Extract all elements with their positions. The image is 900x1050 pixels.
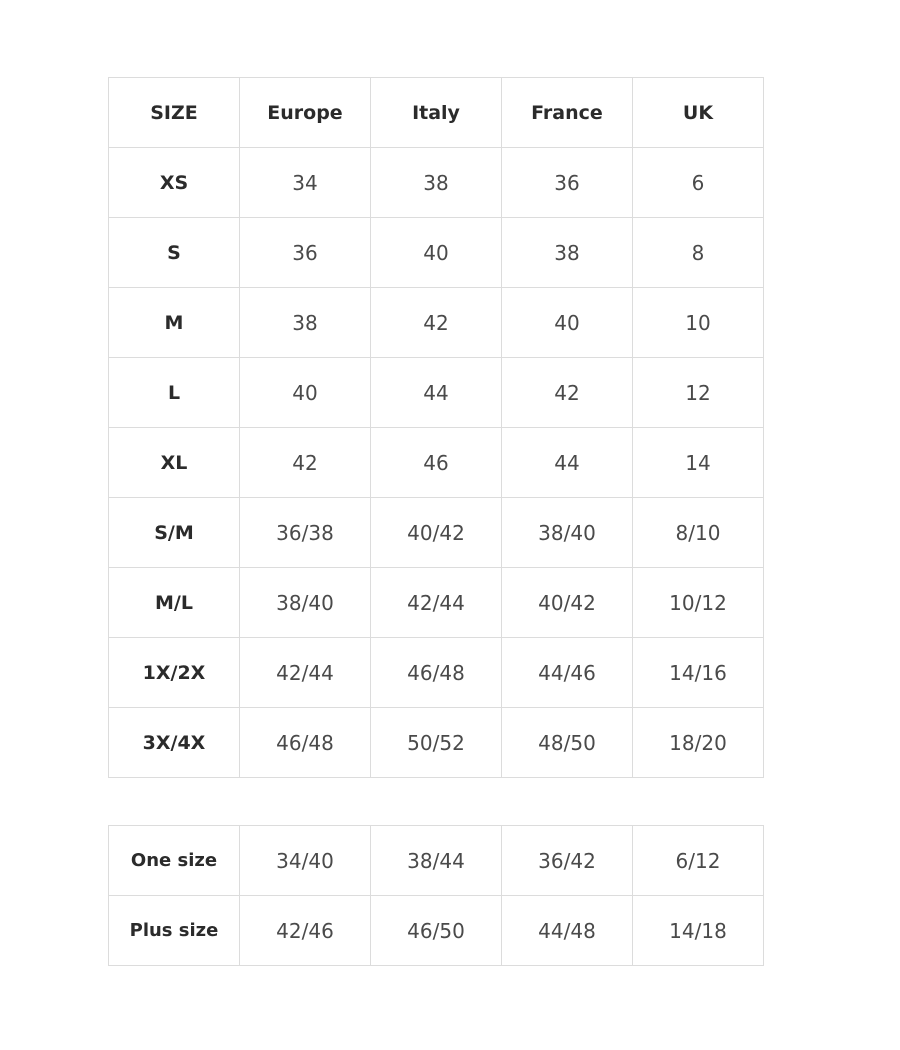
header-size: SIZE [109, 78, 240, 148]
europe-value: 34/40 [240, 826, 371, 896]
france-value: 40 [502, 288, 633, 358]
uk-value: 10/12 [633, 568, 764, 638]
italy-value: 46/50 [371, 896, 502, 966]
france-value: 38/40 [502, 498, 633, 568]
europe-value: 38/40 [240, 568, 371, 638]
italy-value: 38/44 [371, 826, 502, 896]
table-row [109, 358, 764, 428]
size-label: One size [109, 826, 240, 896]
italy-value: 42/44 [371, 568, 502, 638]
uk-value: 14 [633, 428, 764, 498]
table-header-row [109, 78, 764, 148]
uk-value: 6/12 [633, 826, 764, 896]
europe-value: 38 [240, 288, 371, 358]
header-italy: Italy [371, 78, 502, 148]
uk-value: 14/16 [633, 638, 764, 708]
size-label: S/M [109, 498, 240, 568]
italy-value: 42 [371, 288, 502, 358]
italy-value: 46 [371, 428, 502, 498]
europe-value: 36 [240, 218, 371, 288]
france-value: 42 [502, 358, 633, 428]
uk-value: 6 [633, 148, 764, 218]
europe-value: 42/46 [240, 896, 371, 966]
table-row [109, 826, 764, 896]
uk-value: 12 [633, 358, 764, 428]
table-row [109, 288, 764, 358]
europe-value: 34 [240, 148, 371, 218]
italy-value: 50/52 [371, 708, 502, 778]
size-label: Plus size [109, 896, 240, 966]
italy-value: 44 [371, 358, 502, 428]
uk-value: 14/18 [633, 896, 764, 966]
table-row [109, 896, 764, 966]
header-europe: Europe [240, 78, 371, 148]
table-row [109, 148, 764, 218]
header-uk: UK [633, 78, 764, 148]
size-label: M [109, 288, 240, 358]
size-label: 1X/2X [109, 638, 240, 708]
uk-value: 18/20 [633, 708, 764, 778]
size-conversion-table [108, 77, 764, 778]
france-value: 36/42 [502, 826, 633, 896]
table-row [109, 428, 764, 498]
size-label: XS [109, 148, 240, 218]
uk-value: 10 [633, 288, 764, 358]
europe-value: 40 [240, 358, 371, 428]
table-row [109, 498, 764, 568]
table-row [109, 568, 764, 638]
europe-value: 42/44 [240, 638, 371, 708]
europe-value: 42 [240, 428, 371, 498]
france-value: 48/50 [502, 708, 633, 778]
italy-value: 40 [371, 218, 502, 288]
size-label: M/L [109, 568, 240, 638]
size-label: S [109, 218, 240, 288]
france-value: 40/42 [502, 568, 633, 638]
uk-value: 8 [633, 218, 764, 288]
france-value: 44/46 [502, 638, 633, 708]
europe-value: 36/38 [240, 498, 371, 568]
france-value: 44 [502, 428, 633, 498]
size-label: 3X/4X [109, 708, 240, 778]
france-value: 38 [502, 218, 633, 288]
header-france: France [502, 78, 633, 148]
table-row [109, 638, 764, 708]
france-value: 36 [502, 148, 633, 218]
france-value: 44/48 [502, 896, 633, 966]
special-size-table [108, 825, 764, 966]
size-label: L [109, 358, 240, 428]
size-label: XL [109, 428, 240, 498]
table-row [109, 218, 764, 288]
table-row [109, 708, 764, 778]
uk-value: 8/10 [633, 498, 764, 568]
italy-value: 38 [371, 148, 502, 218]
italy-value: 46/48 [371, 638, 502, 708]
europe-value: 46/48 [240, 708, 371, 778]
italy-value: 40/42 [371, 498, 502, 568]
